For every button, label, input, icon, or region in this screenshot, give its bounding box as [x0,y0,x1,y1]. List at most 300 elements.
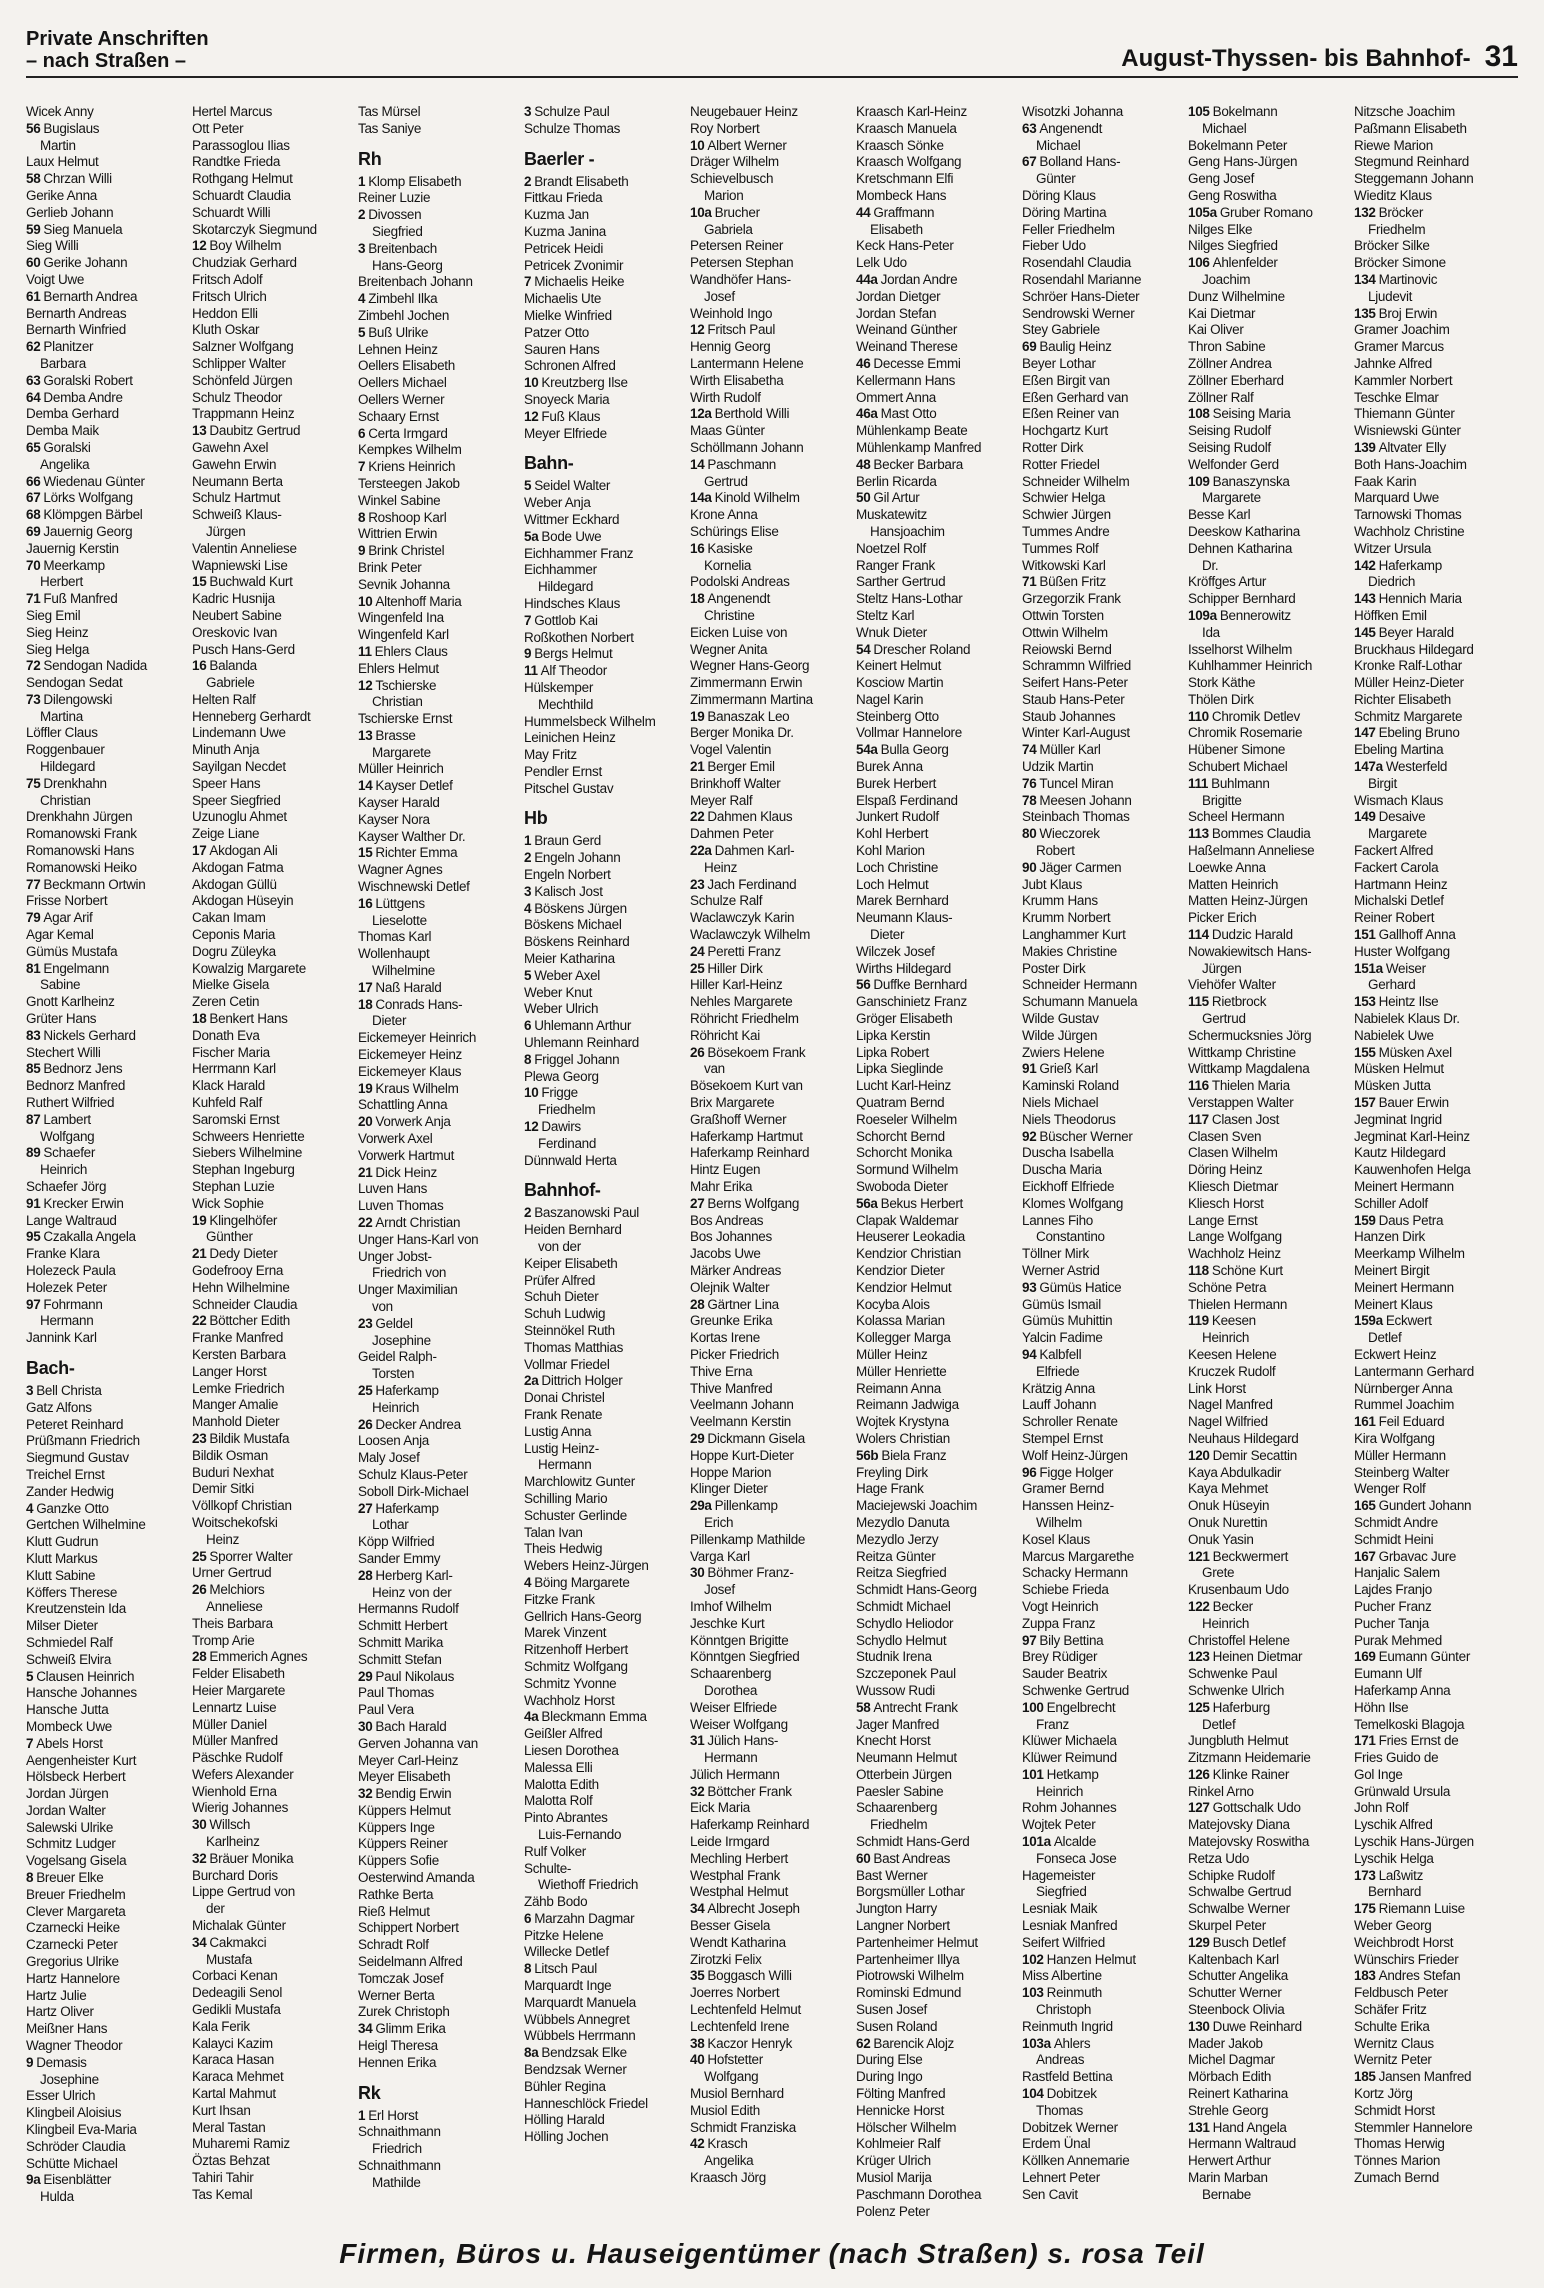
resident-name: Gärtner Lina [707,1296,779,1312]
resident-name: Bösekoem Frank [707,1044,806,1060]
directory-entry [358,1618,524,1635]
directory-entry [358,308,524,325]
house-number: 92 [1022,1128,1037,1144]
directory-entry [1354,2052,1520,2069]
directory-entry [690,1918,856,1935]
directory-entry [1354,944,1520,961]
resident-name: Eckwert Heinz [1354,1346,1437,1362]
directory-entry [358,1836,524,1853]
directory-entry [856,1129,1022,1146]
directory-entry [358,207,524,224]
resident-name: Hartz Hannelore [26,1970,120,1986]
resident-name: Zimmermann Erwin [690,675,803,691]
directory-entry [1188,1448,1354,1465]
directory-entry [358,963,524,980]
resident-name: Zitzmann Heidemarie [1188,1750,1311,1766]
resident-name: Kaya Abdulkadir [1188,1464,1282,1480]
directory-entry [192,440,358,457]
directory-entry [1022,1901,1188,1918]
directory-entry [26,2038,192,2055]
directory-entry [26,1534,192,1551]
directory-entry [192,1246,358,1263]
directory-entry [1188,574,1354,591]
directory-entry [1354,205,1520,222]
resident-name: Schumann Manuela [1022,994,1138,1010]
directory-entry [358,1064,524,1081]
directory-entry [1188,423,1354,440]
resident-name: Zwiers Helene [1022,1044,1105,1060]
house-number: 185 [1354,2069,1376,2085]
resident-name: Gabriela [704,221,753,237]
directory-entry [26,608,192,625]
resident-name: Lippe Gertrud von [192,1884,295,1900]
resident-name: Werner Berta [358,1987,435,2003]
resident-name: Nagel Manfred [1188,1397,1273,1413]
resident-name: Schmiedel Ralf [26,1634,113,1650]
page-number: 31 [1484,40,1518,73]
resident-name: Hintz Eugen [690,1162,761,1178]
directory-entry [192,709,358,726]
resident-name: Hermanns Rudolf [358,1601,459,1617]
resident-name: Ritzenhoff Herbert [524,1642,628,1658]
house-number: 143 [1354,591,1376,607]
directory-entry [1354,1045,1520,1062]
resident-name: Schulze Paul [534,104,610,119]
directory-entry [856,1263,1022,1280]
directory-entry [358,375,524,392]
directory-entry [690,1381,856,1398]
directory-entry [524,1119,690,1136]
resident-name: Büßen Fritz [1039,574,1106,590]
resident-name: Hertel Marcus [192,104,273,119]
resident-name: Holezeck Paula [26,1262,116,1278]
resident-name: Duscha Maria [1022,1162,1102,1178]
directory-entry [1188,591,1354,608]
resident-name: Richter Emma [375,845,458,861]
directory-column-4 [524,104,690,2209]
resident-name: Schmidt Horst [1354,2102,1435,2118]
resident-name: Kraasch Wolfgang [856,154,962,170]
resident-name: Musiol Marija [856,2170,932,2186]
resident-name: Wittkamp Magdalena [1188,1061,1310,1077]
house-number: 71 [1022,574,1037,590]
directory-entry [690,1045,856,1062]
directory-entry [1188,1784,1354,1801]
resident-name: Gramer Marcus [1354,339,1444,355]
resident-name: Schiebe Frieda [1022,1582,1109,1598]
house-number: 81 [26,960,41,976]
directory-entry [856,1196,1022,1213]
resident-name: Ruthert Wilfried [26,1095,115,1111]
resident-name: Pinto Abrantes [524,1810,608,1826]
resident-name: Boggasch Willi [707,1968,792,1984]
directory-entry [524,1424,690,1441]
directory-entry [1354,1347,1520,1364]
directory-entry [1354,1196,1520,1213]
resident-name: Köllken Annemarie [1022,2153,1130,2169]
directory-entry [856,2086,1022,2103]
directory-entry [690,154,856,171]
resident-name: Schroller Renate [1022,1414,1118,1430]
resident-name: Heier Margarete [192,1682,286,1698]
directory-entry [690,1162,856,1179]
directory-entry [1022,1481,1188,1498]
resident-name: Naß Harald [375,979,442,995]
resident-name: Loewke Anna [1188,859,1266,875]
directory-entry [524,1491,690,1508]
directory-entry [1188,154,1354,171]
resident-name: Valentin Anneliese [192,540,297,556]
resident-name: Litsch Paul [534,1961,597,1977]
resident-name: Albrecht Joseph [707,1901,800,1917]
resident-name: Schwier Jürgen [1022,507,1111,523]
resident-name: Haferburg [1212,1699,1270,1715]
resident-name: Wilde Jürgen [1022,1027,1098,1043]
directory-entry [192,1112,358,1129]
resident-name: Wübbels Annegret [524,2011,630,2027]
resident-name: Corbaci Kenan [192,1968,278,1984]
resident-name: Hanneschlöck Friedel [524,2095,648,2111]
directory-entry [358,1753,524,1770]
directory-entry [26,171,192,188]
directory-entry [26,1433,192,1450]
resident-name: Chudziak Gerhard [192,255,297,271]
resident-name: Müller Henriette [856,1363,947,1379]
directory-entry [690,1448,856,1465]
resident-name: Schmidt Hans-Georg [856,1582,977,1598]
resident-name: Kaminski Roland [1022,1078,1119,1094]
house-number: 67 [26,490,41,506]
house-number: 116 [1188,1078,1209,1094]
directory-entry [524,1609,690,1626]
directory-entry [1188,121,1354,138]
resident-name: Eick Maria [690,1800,751,1816]
house-number: 69 [1022,339,1037,355]
directory-entry [856,776,1022,793]
directory-entry [1354,2170,1520,2187]
resident-name: Hennig Georg [690,339,771,355]
house-number: 72 [26,658,41,674]
directory-entry [524,2062,690,2079]
resident-name: Seising Rudolf [1188,423,1271,439]
resident-name: Kraasch Karl-Heinz [856,104,967,119]
resident-name: Klingbeil Aloisius [26,2105,122,2121]
resident-name: Böing Margarete [534,1574,630,1590]
resident-name: Schulz Hartmut [192,490,281,506]
resident-name: Wernitz Peter [1354,2052,1432,2068]
directory-entry [358,2124,524,2141]
resident-name: Banaszynska [1212,473,1290,489]
directory-entry [1188,977,1354,994]
resident-name: Franke Manfred [192,1330,284,1346]
resident-name: Tarnowski Thomas [1354,507,1462,523]
directory-entry [1022,1381,1188,1398]
directory-entry [192,725,358,742]
house-number: 155 [1354,1044,1376,1060]
resident-name: Friedhelm [870,1817,928,1833]
resident-name: Ottwin Wilhelm [1022,624,1108,640]
house-number: 85 [26,1061,41,1077]
resident-name: Besser Gisela [690,1918,771,1934]
directory-entry [524,1273,690,1290]
directory-entry [192,1633,358,1650]
directory-entry [690,1582,856,1599]
directory-entry [26,154,192,171]
directory-entry [192,893,358,910]
resident-name: Sauder Beatrix [1022,1666,1108,1682]
directory-entry [358,358,524,375]
resident-name: Wagner Agnes [358,862,443,878]
resident-name: Böskens Reinhard [524,934,630,950]
directory-entry [1188,1313,1354,1330]
resident-name: Schweers Henriette [192,1128,305,1144]
directory-entry [1354,1162,1520,1179]
directory-entry [690,1246,856,1263]
resident-name: Lipka Sieglinde [856,1061,944,1077]
resident-name: Sendrowski Werner [1022,305,1135,321]
resident-name: Dr. [1202,557,1219,573]
resident-name: Lörks Wolfgang [43,490,133,506]
resident-name: Hölscher Wilhelm [856,2119,957,2135]
directory-columns [26,104,1524,2219]
house-number: 145 [1354,624,1376,640]
resident-name: Friedrich [372,2141,422,2157]
directory-entry [1022,541,1188,558]
directory-entry [358,258,524,275]
resident-name: Jannink Karl [26,1330,97,1346]
directory-entry [856,1061,1022,1078]
directory-entry [690,272,856,289]
resident-name: Esser Ulrich [26,2088,96,2104]
resident-name: Hoppe Marion [690,1464,772,1480]
house-number: 30 [358,1718,373,1734]
resident-name: Geidel Ralph- [358,1349,437,1365]
house-number: 19 [358,1080,373,1096]
house-number: 122 [1188,1598,1210,1614]
directory-entry [856,474,1022,491]
resident-name: Milser Dieter [26,1618,98,1634]
directory-entry [524,1911,690,1928]
resident-name: Köpp Wilfried [358,1534,435,1550]
directory-entry [1188,1061,1354,1078]
house-number: 120 [1188,1447,1210,1463]
resident-name: Mechthild [538,696,594,712]
directory-entry [690,608,856,625]
resident-name: Angenendt [1039,120,1103,136]
directory-entry [192,2136,358,2153]
directory-entry [358,1820,524,1837]
house-number: 2 [524,1205,532,1221]
directory-entry [192,1095,358,1112]
house-number: 71 [26,591,41,607]
directory-entry [1022,1717,1188,1734]
resident-name: Wischnewski Detlef [358,879,470,895]
directory-entry [358,1265,524,1282]
directory-entry [1354,171,1520,188]
directory-entry [1188,356,1354,373]
resident-name: Hansche Jutta [26,1702,109,1718]
house-number: 46a [856,406,878,422]
directory-entry [1022,2069,1188,2086]
resident-name: Romanowski Hans [26,843,135,859]
resident-name: Bruckhaus Hildegard [1354,641,1474,657]
resident-name: Stegmund Reinhard [1354,154,1469,170]
directory-entry [1354,2019,1520,2036]
resident-name: Miss Albertine [1022,1968,1102,1984]
directory-entry [690,121,856,138]
house-number: 90 [1022,859,1037,875]
directory-entry [856,1834,1022,1851]
house-number: 142 [1354,557,1376,573]
directory-entry [690,793,856,810]
directory-entry [1188,406,1354,423]
directory-entry [1188,1851,1354,1868]
directory-entry [358,610,524,627]
directory-entry [358,174,524,191]
directory-entry [1188,994,1354,1011]
resident-name: Paul Thomas [358,1685,434,1701]
resident-name: Marcus Margarethe [1022,1548,1134,1564]
resident-name: Kollegger Marga [856,1330,951,1346]
resident-name: Hennicke Horst [856,2102,945,2118]
directory-entry [1354,2103,1520,2120]
resident-name: Wieczorek [1039,826,1100,842]
directory-entry [856,440,1022,457]
resident-name: Isselhorst Wilhelm [1188,641,1293,657]
resident-name: Lantermann Helene [690,355,804,371]
directory-entry [192,1884,358,1901]
resident-name: Pucher Tanja [1354,1615,1429,1631]
directory-entry [358,1047,524,1064]
resident-name: Lennartz Luise [192,1699,277,1715]
directory-entry [690,1129,856,1146]
directory-entry [26,1145,192,1162]
resident-name: Geng Josef [1188,171,1255,187]
house-number: 13 [358,727,373,743]
resident-name: Schipper Bernhard [1188,591,1296,607]
resident-name: Petersen Stephan [690,255,794,271]
directory-entry [1354,809,1520,826]
resident-name: Langer Horst [192,1363,267,1379]
resident-name: Talan Ivan [524,1524,583,1540]
resident-name: Haferkamp Hartmut [690,1128,803,1144]
directory-entry [26,910,192,927]
resident-name: Reimann Jadwiga [856,1397,959,1413]
resident-name: Krasch [707,2136,748,2152]
house-number: 18 [690,591,705,607]
house-number: 5 [358,324,366,340]
resident-name: Kayser Nora [358,811,430,827]
resident-name: Reiner Robert [1354,910,1435,926]
resident-name: Angelika [40,456,90,472]
directory-entry [524,1289,690,1306]
directory-entry [358,526,524,543]
directory-entry [192,322,358,339]
resident-name: Picker Friedrich [690,1346,779,1362]
resident-name: Sporrer Walter [209,1548,293,1564]
resident-name: Heinz [704,859,738,875]
directory-entry [524,1928,690,1945]
directory-entry [1354,1901,1520,1918]
directory-entry [26,272,192,289]
directory-entry [192,356,358,373]
resident-name: Krüger Ulrich [856,2153,931,2169]
directory-entry [1354,574,1520,591]
directory-entry [1022,1498,1188,1515]
directory-entry [26,776,192,793]
directory-entry [358,1887,524,1904]
directory-entry [192,1078,358,1095]
house-number: 50 [856,490,871,506]
resident-name: Stemmler Hannelore [1354,2119,1473,2135]
house-number: 23 [358,1315,373,1331]
directory-entry [192,642,358,659]
directory-entry [524,342,690,359]
directory-entry [26,1297,192,1314]
house-number: 28 [690,1296,705,1312]
resident-name: Mombeck Hans [856,187,947,203]
resident-name: Gawehn Erwin [192,456,277,472]
resident-name: Nickels Gerhard [43,1027,136,1043]
directory-entry [856,625,1022,642]
resident-name: Felder Elisabeth [192,1666,285,1682]
resident-name: Steinnökel Ruth [524,1323,615,1338]
directory-entry [690,642,856,659]
resident-name: Marion [704,187,744,203]
resident-name: Karaca Hasan [192,2052,274,2068]
directory-entry [1354,1448,1520,1465]
resident-name: Wachholz Heinz [1188,1246,1281,1262]
resident-name: Randtke Frieda [192,154,281,170]
resident-name: Wandhöfer Hans- [690,271,791,287]
directory-entry [26,1280,192,1297]
directory-entry [856,289,1022,306]
resident-name: Hochgartz Kurt [1022,423,1108,439]
resident-name: Graffmann [873,204,935,220]
house-number: 7 [524,274,532,290]
house-number: 8 [26,1870,34,1886]
directory-entry [524,1239,690,1256]
directory-entry [358,2055,524,2072]
directory-entry [1354,339,1520,356]
directory-entry [358,121,524,138]
resident-name: Meyer Carl-Heinz [358,1752,459,1768]
directory-entry [856,877,1022,894]
resident-name: Lothar [372,1517,409,1533]
directory-entry [1354,1700,1520,1717]
directory-entry [690,1028,856,1045]
directory-entry [690,927,856,944]
directory-entry [1188,793,1354,810]
resident-name: Dawirs [541,1119,581,1135]
resident-name: Brix Margarete [690,1095,775,1111]
directory-entry [1354,558,1520,575]
directory-entry [192,1515,358,1532]
directory-entry [856,322,1022,339]
resident-name: Meinert Hermann [1354,1279,1454,1295]
resident-name: Musiol Edith [690,2102,760,2118]
resident-name: Schmitz Ludger [26,1836,116,1852]
resident-name: Schöllmann Johann [690,439,804,455]
directory-entry [1022,591,1188,608]
directory-entry [26,1853,192,1870]
resident-name: Höffken Emil [1354,607,1427,623]
directory-entry [1022,860,1188,877]
house-number: 27 [358,1500,373,1516]
directory-entry [690,507,856,524]
directory-entry [1188,1162,1354,1179]
resident-name: Heinz [206,1531,240,1547]
